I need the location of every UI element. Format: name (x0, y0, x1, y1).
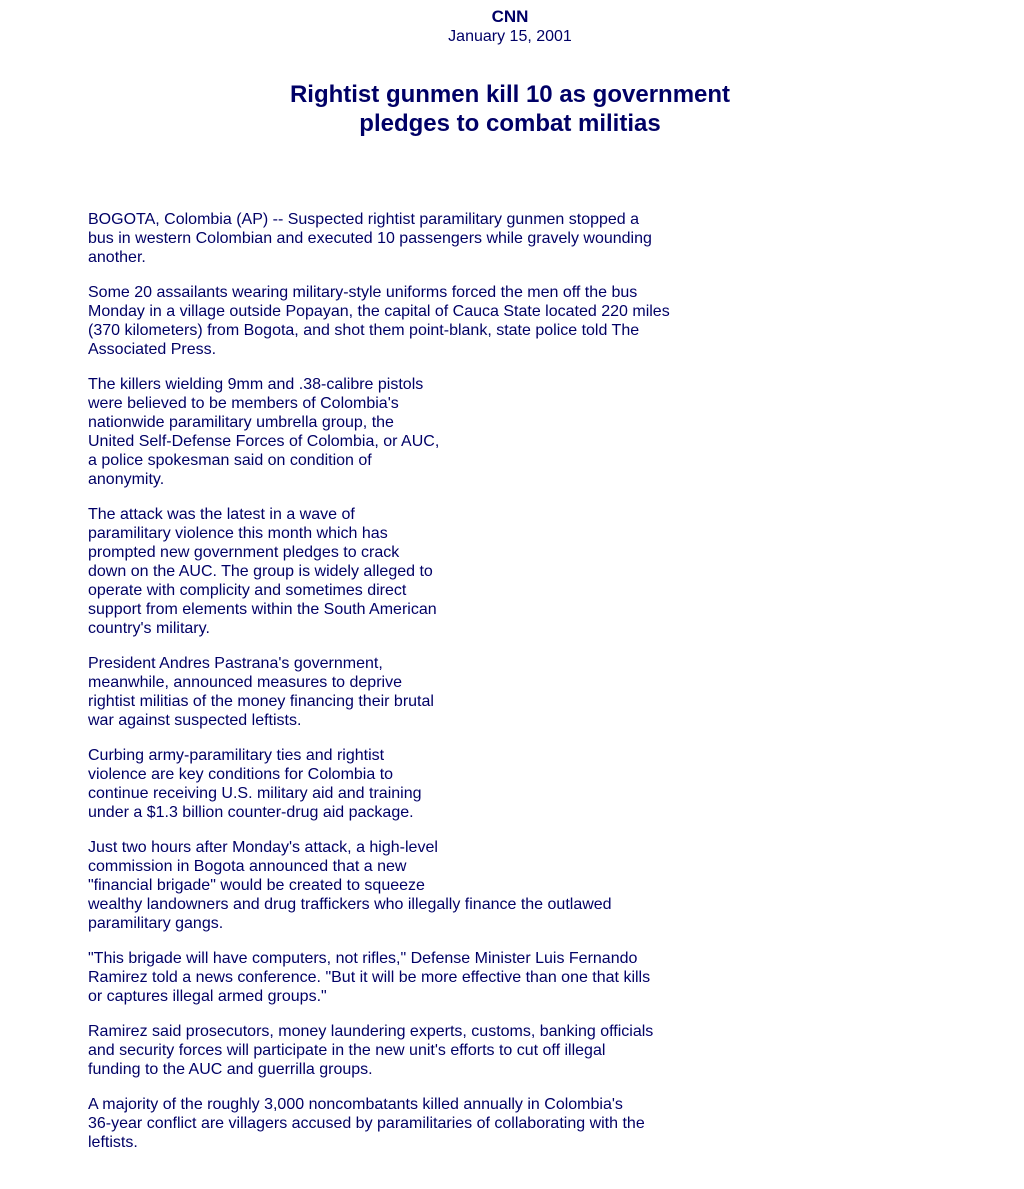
paragraph-line: meanwhile, announced measures to deprive (88, 674, 402, 691)
article-paragraph (88, 654, 708, 730)
paragraph-line: commission in Bogota announced that a new (88, 858, 407, 875)
paragraph-line: (370 kilometers) from Bogota, and shot them point-blank, state police told The (88, 322, 640, 339)
paragraph-line: Some 20 assailants wearing military-style uniforms forced the men off the bus (88, 284, 638, 301)
paragraph-line: wealthy landowners and drug traffickers who illegally finance the outlawed (88, 896, 612, 913)
paragraph-line: United Self-Defense Forces of Colombia, or AUC, (88, 433, 440, 450)
paragraph-line: another. (88, 249, 146, 266)
paragraph-line: and security forces will participate in the new unit's efforts to cut off illegal (88, 1042, 606, 1059)
paragraph-line: Associated Press. (88, 341, 217, 358)
masthead (0, 6, 1020, 47)
news-source: CNN (491, 7, 529, 26)
article-paragraph (88, 375, 708, 489)
article-paragraph (88, 505, 708, 638)
paragraph-line: A majority of the roughly 3,000 noncombatants killed annually in Colombia's (88, 1096, 623, 1113)
paragraph-line: The killers wielding 9mm and .38-calibre pistols (88, 376, 424, 393)
paragraph-line: under a $1.3 billion counter-drug aid package. (88, 804, 414, 821)
article-paragraph (88, 838, 708, 933)
article-body (88, 210, 708, 1168)
article-paragraph (88, 1022, 708, 1079)
article-paragraph (88, 746, 708, 822)
article-paragraph (88, 1095, 708, 1152)
paragraph-line: paramilitary gangs. (88, 915, 224, 932)
paragraph-line: rightist militias of the money financing their brutal (88, 693, 434, 710)
paragraph-line: support from elements within the South American (88, 601, 437, 618)
paragraph-line: down on the AUC. The group is widely alleged to (88, 563, 433, 580)
paragraph-line: Monday in a village outside Popayan, the capital of Cauca State located 220 miles (88, 303, 670, 320)
headline (0, 80, 1020, 138)
paragraph-line: or captures illegal armed groups." (88, 988, 327, 1005)
paragraph-line: were believed to be members of Colombia's (88, 395, 399, 412)
headline-line: pledges to combat militias (359, 110, 661, 137)
paragraph-line: operate with complicity and sometimes direct (88, 582, 407, 599)
paragraph-line: paramilitary violence this month which has (88, 525, 388, 542)
paragraph-line: President Andres Pastrana's government, (88, 655, 383, 672)
publication-date: January 15, 2001 (448, 28, 572, 45)
headline-line: Rightist gunmen kill 10 as government (289, 81, 731, 108)
paragraph-line: country's military. (88, 620, 210, 637)
paragraph-line: prompted new government pledges to crack (88, 544, 400, 561)
paragraph-line: Ramirez said prosecutors, money laundering experts, customs, banking officials (88, 1023, 654, 1040)
paragraph-line: The attack was the latest in a wave of (88, 506, 355, 523)
paragraph-line: war against suspected leftists. (88, 712, 302, 729)
paragraph-line: a police spokesman said on condition of (88, 452, 372, 469)
paragraph-line: Ramirez told a news conference. "But it will be more effective than one that kills (88, 969, 651, 986)
paragraph-line: continue receiving U.S. military aid and training (88, 785, 422, 802)
paragraph-line: Just two hours after Monday's attack, a high-level (88, 839, 438, 856)
paragraph-line: "This brigade will have computers, not rifles," Defense Minister Luis Fernando (88, 950, 638, 967)
paragraph-line: nationwide paramilitary umbrella group, the (88, 414, 394, 431)
paragraph-line: leftists. (88, 1134, 138, 1151)
article-paragraph (88, 949, 708, 1006)
paragraph-line: BOGOTA, Colombia (AP) -- Suspected rightist paramilitary gunmen stopped a (88, 211, 640, 228)
paragraph-line: violence are key conditions for Colombia to (88, 766, 394, 783)
article-paragraph (88, 210, 708, 267)
paragraph-line: Curbing army-paramilitary ties and rightist (88, 747, 385, 764)
paragraph-line: bus in western Colombian and executed 10 passengers while gravely wounding (88, 230, 652, 247)
paragraph-line: "financial brigade" would be created to squeeze (88, 877, 425, 894)
paragraph-line: funding to the AUC and guerrilla groups. (88, 1061, 373, 1078)
paragraph-line: 36-year conflict are villagers accused by paramilitaries of collaborating with the (88, 1115, 645, 1132)
article-paragraph (88, 283, 708, 359)
paragraph-line: anonymity. (88, 471, 165, 488)
